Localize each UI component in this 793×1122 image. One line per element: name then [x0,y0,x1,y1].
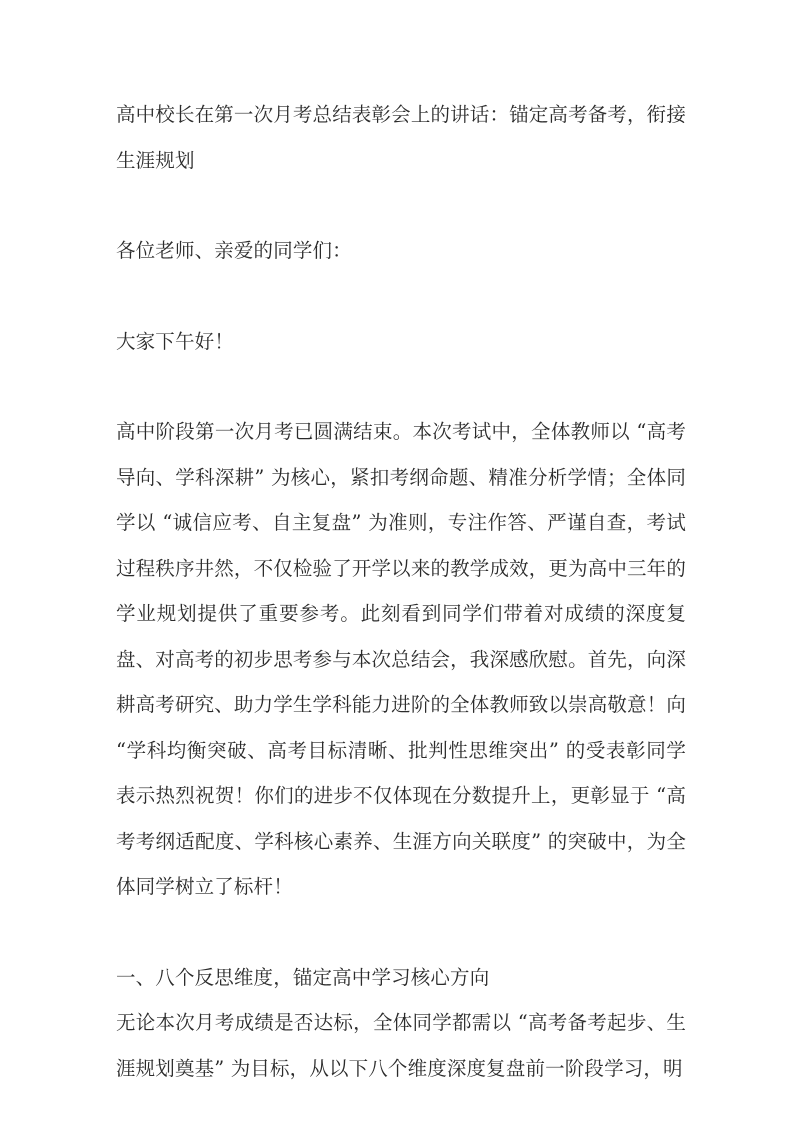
body-paragraph-1: 高中阶段第一次月考已圆满结束。本次考试中，全体教师以 “高考导向、学科深耕” 为核心，紧扣考纲命题、精准分析学情；全体同学以 “诚信应考、自主复盘” 为准则，专注作答、严谨自查，考试过程秩序井然，不仅检验了开学以来的教学成效，更为高中三年的学业规划提供了重要参考。此刻看到同学们带着对成绩的深度复盘、对高考的初步思考参与本次总结会，我深感欣慰。首先，向深耕高考研究、助力学生学科能力进阶的全体教师致以崇高敬意！向 “学科均衡突破、高考目标清晰、批判性思维突出” 的受表彰同学表示热烈祝贺！你们的进步不仅体现在分数提升上，更彰显于 “高考考纲适配度、学科核心素养、生涯方向关联度” 的突破中，为全体同学树立了标杆！ [116,420,686,898]
spacer-before-section [116,910,686,955]
greeting-line: 大家下午好！ [116,329,234,353]
salutation-line: 各位老师、亲爱的同学们： [116,239,352,262]
section-heading-1: 一、八个反思维度，锚定高中学习核心方向 [116,965,490,989]
document-title: 高中校长在第一次月考总结表彰会上的讲话：锚定高考备考，衔接生涯规划 [116,103,686,172]
section-body-1: 无论本次月考成绩是否达标，全体同学都需以 “高考备考起步、生涯规划奠基” 为目标，从以下八个维度深度复盘前一阶段学习，明 [116,1011,686,1080]
spacer-after-salutation [116,274,686,319]
spacer-after-greeting [116,364,686,409]
document-content [116,92,686,1091]
spacer-after-title [116,183,686,228]
